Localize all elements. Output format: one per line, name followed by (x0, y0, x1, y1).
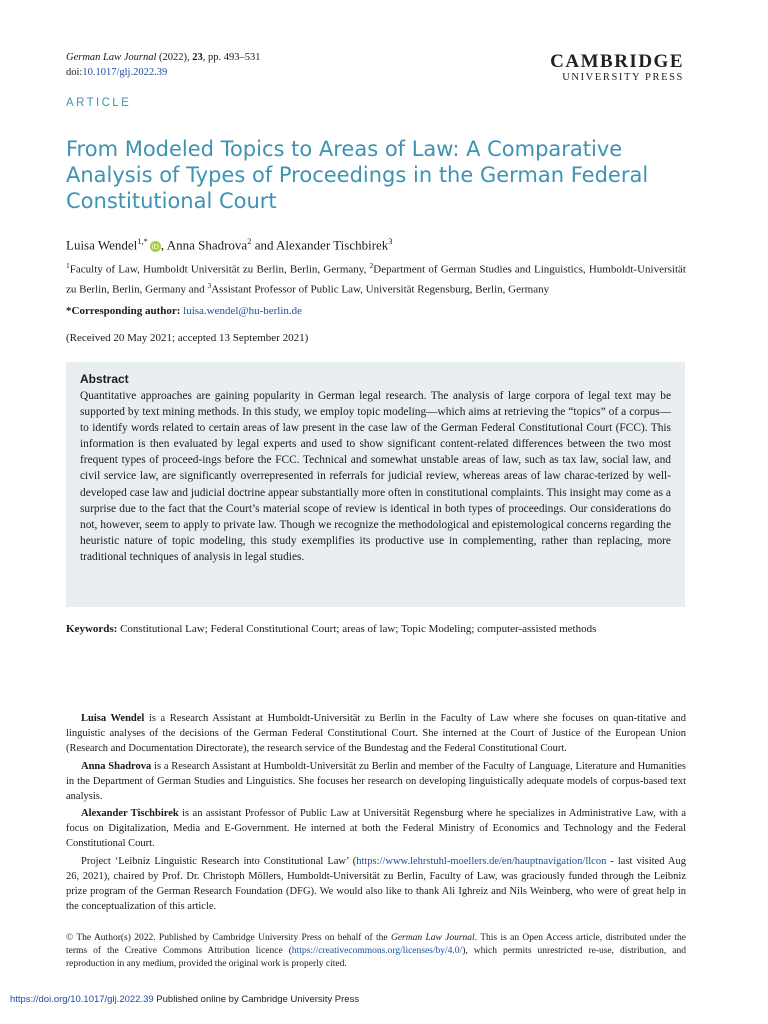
copyright-text: © The Author(s) 2022. Published by Cambridge University Press on behalf of the (66, 933, 391, 943)
author-superscript: 2 (247, 236, 252, 246)
affiliations (66, 258, 686, 298)
copyright-text: ), which permits unrestricted re-use, distribution, and reproduction in any medium, provided the original work is properly cited. (66, 946, 686, 969)
copyright-journal: German Law Journal (390, 933, 475, 943)
journal-year: (2022), (159, 52, 190, 63)
bio-text: is a Research Assistant at Humboldt-Universität zu Berlin and member of the Faculty of Language, Literature and Humanities in the Department of German Studies and Linguistics. She focuses her research on developing linguistically adequate models of corpus-based text analysis. (66, 760, 686, 802)
author-list (66, 232, 393, 254)
email-link[interactable]: luisa.wendel@hu-berlin.de (183, 305, 303, 317)
abstract-heading: Abstract (80, 372, 129, 386)
author-name: , Anna Shadrova (160, 237, 248, 253)
bio-name: Anna Shadrova (81, 760, 152, 772)
publisher-logo (550, 52, 684, 84)
funding-text: - last visited Aug 26, 2021), chaired by Prof. Dr. Christoph Möllers, Humboldt-Universität zu Berlin, Faculty of Law, was graciously funded through the Leibniz prize program of the German Research Foundation (DFG). We would also like to thank Ali Ighreiz and Nils Weinberg, who were of great help in the conceptualization of this article. (66, 856, 686, 912)
bio-paragraph (66, 712, 686, 757)
affiliation-text: Department of German Studies and Linguistics, Humboldt-Universität zu Berlin, Berlin, Germany and (66, 263, 686, 296)
author-superscript: 3 (388, 236, 393, 246)
journal-name: German Law Journal (66, 52, 157, 63)
funding-paragraph (66, 855, 686, 915)
affiliation-text: Assistant Professor of Public Law, Universität Regensburg, Berlin, Germany (211, 283, 550, 296)
doi-link[interactable]: 10.1017/glj.2022.39 (82, 67, 168, 78)
license-link[interactable]: https://creativecommons.org/licenses/by/4.0/ (291, 946, 463, 956)
bio-paragraph (66, 807, 686, 852)
affiliation-superscript: 1 (66, 261, 70, 270)
affiliation-superscript: 2 (369, 261, 374, 270)
author-superscript: 1,* (137, 236, 148, 246)
author-name: and Alexander Tischbirek (251, 237, 389, 253)
journal-citation (66, 50, 261, 80)
bio-text: is a Research Assistant at Humboldt-Universität zu Berlin in the Faculty of Law where she focuses on quan-titative and linguistic analyses of the decisions of the German Federal Constitutional Court. She interned at the Court of Justice of the European Union (Research and Documentation Directorate), the research service of the Bundestag and the Federal Constitutional Court. (66, 713, 686, 754)
author-bios (66, 712, 686, 918)
affiliation-superscript: 3 (207, 281, 212, 291)
keywords-text: Constitutional Law; Federal Constitutional Court; areas of law; Topic Modeling; computer-assisted methods (117, 623, 597, 635)
affiliation-text: Faculty of Law, Humboldt Universität zu Berlin, Berlin, Germany, (69, 263, 370, 276)
funding-text: Project ‘Leibniz Linguistic Research into Constitutional Law’ ( (81, 856, 357, 868)
journal-pages: , pp. 493–531 (202, 52, 261, 63)
received-dates: (Received 20 May 2021; accepted 13 September 2021) (66, 332, 309, 344)
keywords (66, 622, 686, 638)
bio-name: Alexander Tischbirek (81, 808, 179, 820)
publisher-line2: UNIVERSITY PRESS (562, 72, 684, 83)
bio-paragraph (66, 760, 686, 805)
copyright-notice (66, 932, 686, 971)
page-footer (10, 994, 359, 1005)
publisher-line1: CAMBRIDGE (550, 51, 684, 72)
footer-doi-link[interactable]: https://doi.org/10.1017/glj.2022.39 (10, 994, 154, 1005)
corresponding-author (66, 304, 302, 319)
doi-prefix: doi: (66, 67, 83, 78)
bio-name: Luisa Wendel (81, 713, 145, 724)
corresponding-label: *Corresponding author: (66, 305, 184, 317)
footer-text: Published online by Cambridge University Press (153, 994, 360, 1005)
keywords-label: Keywords: (66, 623, 118, 635)
bio-text: is an assistant Professor of Public Law at Universität Regensburg where he specializes in Administrative Law, with a focus on Digitalization, Media and E-Government. He interned at both the Federal Ministry of Economics and Technology and the Federal Constitutional Court. (66, 808, 687, 850)
author-name: Luisa Wendel (66, 237, 138, 253)
orcid-icon[interactable]: iD (151, 241, 159, 251)
article-type-label: ARTICLE (66, 97, 132, 109)
project-link[interactable]: https://www.lehrstuhl-moellers.de/en/hauptnavigation/llcon (356, 856, 607, 868)
journal-volume: 23 (192, 52, 203, 63)
copyright-text: . This is an Open Access article, distributed under the terms of the Creative Commons Attribution licence ( (66, 933, 686, 956)
article-title: From Modeled Topics to Areas of Law: A Comparative Analysis of Types of Proceedings in the German Federal Constitutional Court (66, 137, 649, 213)
abstract-text: Quantitative approaches are gaining popularity in German legal research. The analysis of large corpora of legal text may be supported by text mining methods. In this study, we employ topic modeling—which aims at retrieving the “topics” of a corpus—to identify words related to certain areas of law present in the case law of the German Federal Constitutional Court (FCC). This information is then evaluated by legal experts and used to show significant content-related differences between the two most frequent types of proceed-ings before the FCC. Technical and somewhat unstable areas of law, such as tax law, social law, and civil service law, are significantly overrepresented in referrals for judicial review, whereas areas of law charac-terized by well-developed case law and judicial doctrine appear substantially more often in constitutional complaints. This insight may come as a surprise due to the fact that the Court’s material scope of review is identical in both types of proceedings. Our considerations do not, however, seem to apply to private law. Though we recognize the methodological and epistemological concerns regarding the heuristic nature of topic modeling, this study exemplifies its productive use in complementing, rather than replacing, more traditional techniques of analysis in legal studies. (80, 390, 671, 563)
